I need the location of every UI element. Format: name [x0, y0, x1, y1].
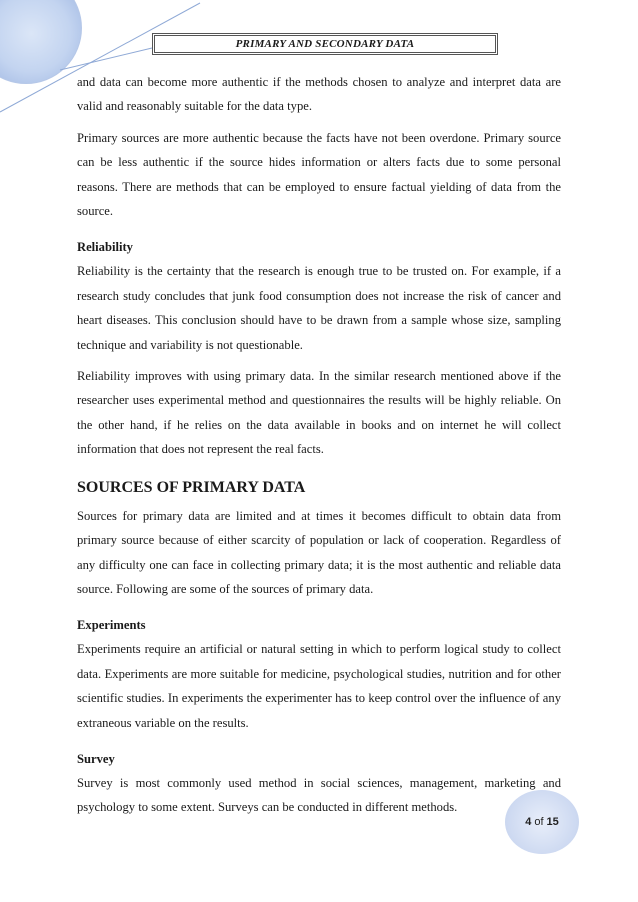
paragraph: Reliability improves with using primary data. In the similar research mentioned above if the researcher uses experimental method and questionnaires the results will be highly reliable. On the other hand, if he relies on the data available in books and on internet he will collect information that does not represent the real facts.	[77, 369, 561, 457]
header-title: PRIMARY AND SECONDARY DATA	[235, 38, 415, 50]
page-of-label: of	[534, 816, 544, 828]
total-pages: 15	[546, 816, 559, 828]
paragraph: Experiments require an artificial or natural setting in which to perform logical study to collect data. Experiments are more suitable for medicine, psychological studies, nutrition and for other scientific studies. In experiments the experimenter has to keep control over the influence of any extraneous variable on the results.	[77, 642, 561, 730]
paragraph: Primary sources are more authentic because the facts have not been overdone. Primary source can be less authentic if the source hides information or alters facts due to some personal reasons. There are methods that can be employed to ensure factual yielding of data from the source.	[77, 130, 561, 219]
paragraph: Survey is most commonly used method in social sciences, management, marketing and psychology to some extent. Surveys can be conducted in different methods.	[77, 775, 561, 815]
document-body	[77, 70, 561, 827]
reliability-heading: Reliability	[77, 240, 133, 255]
paragraph: Sources for primary data are limited and at times it becomes difficult to obtain data from primary source because of either scarcity of population or lack of cooperation. Regardless of any difficulty one can face in collecting primary data; it is the most authentic and reliable data source. Following are some of the sources of primary data.	[77, 508, 561, 596]
paragraph: and data can become more authentic if the methods chosen to analyze and interpret data are valid and reasonably suitable for the data type.	[77, 75, 561, 114]
page-number-badge	[505, 790, 579, 854]
paragraph: Reliability is the certainty that the research is enough true to be trusted on. For example, if a research study concludes that junk food consumption does not increase the risk of cancer and heart diseases. This conclusion should have to be drawn from a sample whose size, sampling technique and variability is not questionable.	[77, 264, 561, 352]
current-page: 4	[525, 816, 532, 828]
page-header	[152, 33, 498, 55]
sources-heading: SOURCES OF PRIMARY DATA	[77, 478, 306, 496]
survey-heading: Survey	[77, 751, 115, 766]
experiments-heading: Experiments	[77, 618, 146, 633]
